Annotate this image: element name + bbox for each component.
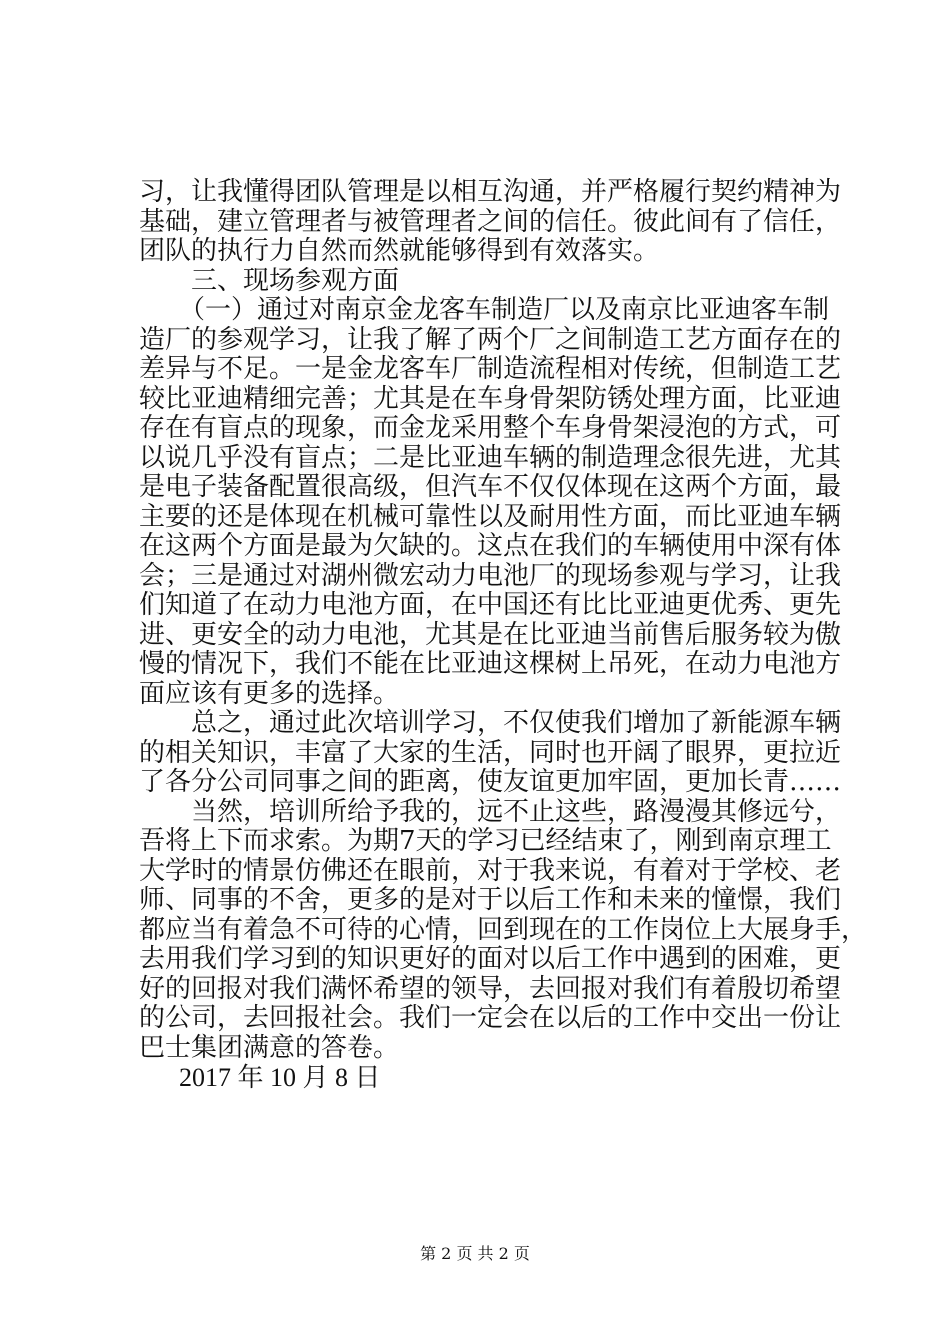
text-line: 习，让我懂得团队管理是以相互沟通，并严格履行契约精神为: [139, 177, 842, 207]
text-line: 吾将上下而求索。为期7天的学习已经结束了，刚到南京理工: [139, 826, 832, 856]
text-line: 们知道了在动力电池方面，在中国还有比比亚迪更优秀、更先: [139, 590, 842, 620]
text-line: 好的回报对我们满怀希望的领导，去回报对我们有着殷切希望: [139, 973, 842, 1004]
document-date: 2017 年 10 月 8 日: [179, 1063, 381, 1092]
text-line: 基础，建立管理者与被管理者之间的信任。彼此间有了信任，: [139, 206, 842, 237]
text-line: 去用我们学习到的知识更好的面对以后工作中遇到的困难，更: [139, 944, 842, 974]
text-line: 主要的还是体现在机械可靠性以及耐用性方面，而比亚迪车辆: [139, 501, 842, 532]
text-line: 当然，培训所给予我的，远不止这些，路漫漫其修远兮，: [191, 796, 842, 827]
text-line: 以说几乎没有盲点；二是比亚迪车辆的制造理念很先进，尤其: [139, 442, 842, 473]
text-line: 是电子装备配置很高级，但汽车不仅仅体现在这两个方面，最: [139, 472, 842, 502]
text-line: 较比亚迪精细完善；尤其是在车身骨架防锈处理方面，比亚迪: [139, 383, 842, 414]
text-line: 巴士集团满意的答卷。: [139, 1032, 400, 1063]
text-line: 进、更安全的动力电池，尤其是在比亚迪当前售后服务较为傲: [139, 619, 842, 650]
text-line: 存在有盲点的现象，而金龙采用整个车身骨架浸泡的方式，可: [139, 413, 842, 443]
document-body: [139, 177, 868, 1093]
page-footer: 第 2 页 共 2 页: [420, 1244, 530, 1263]
text-line: 会；三是通过对湖州微宏动力电池厂的现场参观与学习，让我: [139, 560, 842, 591]
text-line: 的相关知识，丰富了大家的生活，同时也开阔了眼界，更拉近: [139, 737, 842, 768]
text-line: 总之，通过此次培训学习，不仅使我们增加了新能源车辆: [191, 708, 842, 738]
text-line: 差异与不足。一是金龙客车厂制造流程相对传统，但制造工艺: [139, 354, 842, 384]
text-line: 了各分公司同事之间的距离，使友谊更加牢固，更加长青……: [139, 767, 842, 797]
text-line: 在这两个方面是最为欠缺的。这点在我们的车辆使用中深有体: [139, 531, 842, 561]
text-line: 都应当有着急不可待的心情，回到现在的工作岗位上大展身手，: [139, 914, 868, 945]
text-line: 的公司，去回报社会。我们一定会在以后的工作中交出一份让: [139, 1003, 842, 1033]
section-heading: 三、现场参观方面: [191, 265, 400, 296]
text-line: 团队的执行力自然而然就能够得到有效落实。: [139, 236, 660, 266]
text-line: （一）通过对南京金龙客车制造厂以及南京比亚迪客车制: [179, 295, 830, 325]
text-line: 造厂的参观学习，让我了解了两个厂之间制造工艺方面存在的: [139, 324, 842, 355]
text-line: 大学时的情景仿佛还在眼前，对于我来说，有着对于学校、老: [139, 855, 842, 886]
text-line: 面应该有更多的选择。: [139, 678, 400, 709]
text-line: 慢的情况下，我们不能在比亚迪这棵树上吊死，在动力电池方: [139, 649, 842, 679]
text-line: 师、同事的不舍，更多的是对于以后工作和未来的憧憬，我们: [139, 885, 842, 915]
